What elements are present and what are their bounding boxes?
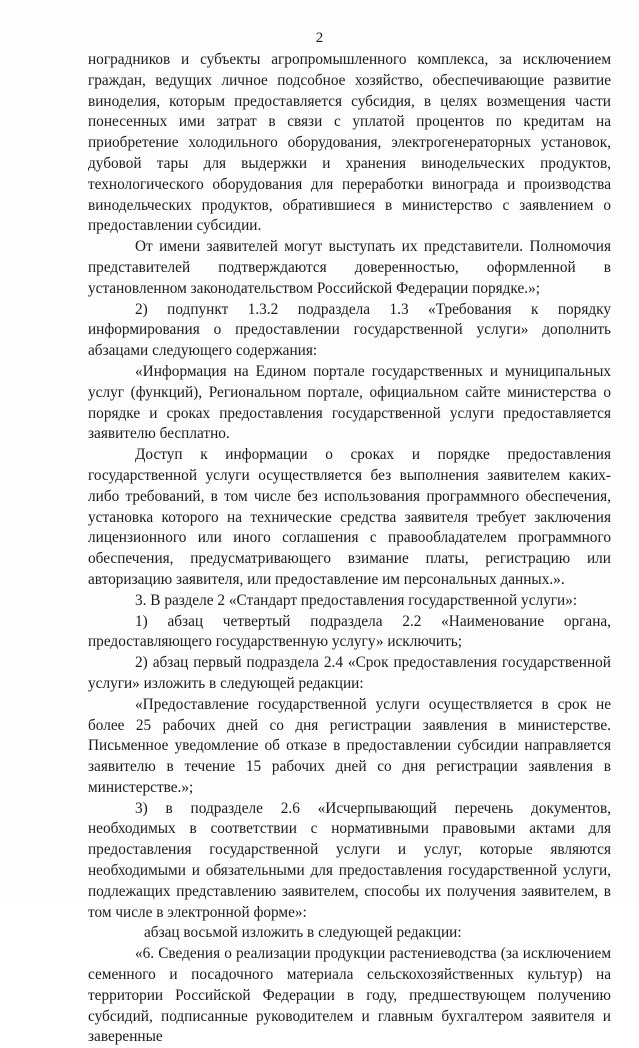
paragraph-access-info: Доступ к информации о сроках и порядке предоставления государственной услуги осуществляется без выполнения заявителем каких-либо требований, в том числе без использования программного обеспечения, установка которого на технические средства заявителя требует заключения лицензионного или иного соглашения с правообладателем программного обеспечения, предусматривающего взимание платы, регистрацию или авторизацию заявителя, или предоставление им персональных данных.». (88, 446, 611, 588)
paragraph-quote-crop-sales: «6. Сведения о реализации продукции растениеводства (за исключением семенного и посадочного материала сельскохозяйственных культур) на территории Российской Федерации в году, предшествующем получению субсидий, подписанные руководителем и главным бухгалтером заявителя и заверенные (88, 945, 611, 1046)
paragraph-applicants-continuation: ноградников и субъекты агропромышленного комплекса, за исключением граждан, ведущих личное подсобное хозяйство, обеспечивающие развитие виноделия, которым предоставляется субсидия, в целях возмещения части понесенных ими затрат в связи с уплатой процентов по кредитам на приобретение холодильного оборудования, электрогенераторных установок, дубовой тары для выдержки и хранения винодельческих продуктов, технологического оборудования для переработки винограда и производства винодельческих продуктов, обратившиеся в министерство с заявлением о предоставлении субсидии. (88, 51, 611, 235)
document-body (88, 50, 611, 1048)
paragraph-section-2-heading: 3. В разделе 2 «Стандарт предоставления государственной услуги»: (135, 591, 578, 609)
paragraph-representatives: От имени заявителей могут выступать их представители. Полномочия представителей подтверждаются доверенностью, оформленной в установленном законодательством Российской Федерации порядке.»; (88, 238, 611, 297)
paragraph-item-2-information: 2) подпункт 1.3.2 подраздела 1.3 «Требования к порядку информирования о предоставлении государственной услуги» дополнить абзацами следующего содержания: (88, 300, 611, 360)
paragraph-item-1-exclude: 1) абзац четвертый подраздела 2.2 «Наименование органа, предоставляющего государственную услугу» исключить; (88, 612, 611, 651)
paragraph-eighth-abzac: абзац восьмой изложить в следующей редакции: (144, 924, 462, 942)
paragraph-item-2-term: 2) абзац первый подраздела 2.4 «Срок предоставления государственной услуги» изложить в следующей редакции: (88, 654, 611, 692)
paragraph-quote-term: «Предоставление государственной услуги осуществляется в срок не более 25 рабочих дней со дня регистрации заявления в министерстве. Письменное уведомление об отказе в предоставлении субсидии направляется заявителю в течение 15 рабочих дней со дня регистрации заявления в министерстве.»; (88, 695, 611, 796)
paragraph-item-3-documents: 3) в подразделе 2.6 «Исчерпывающий перечень документов, необходимых в соответствии с нормативными правовыми актами для предоставления государственной услуги и услуг, которые являются необходимыми и обязательными для предоставления государственной услуги, подлежащих представлению заявителем, способы их получения заявителем, в том числе в электронной форме»: (88, 799, 611, 921)
page-number: 2 (315, 30, 324, 46)
paragraph-quote-portal-info: «Информация на Едином портале государственных и муниципальных услуг (функций), Региональном портале, официальном сайте министерства о порядке и сроках предоставления государственной услуги предоставляется заявителю бесплатно. (88, 362, 611, 443)
